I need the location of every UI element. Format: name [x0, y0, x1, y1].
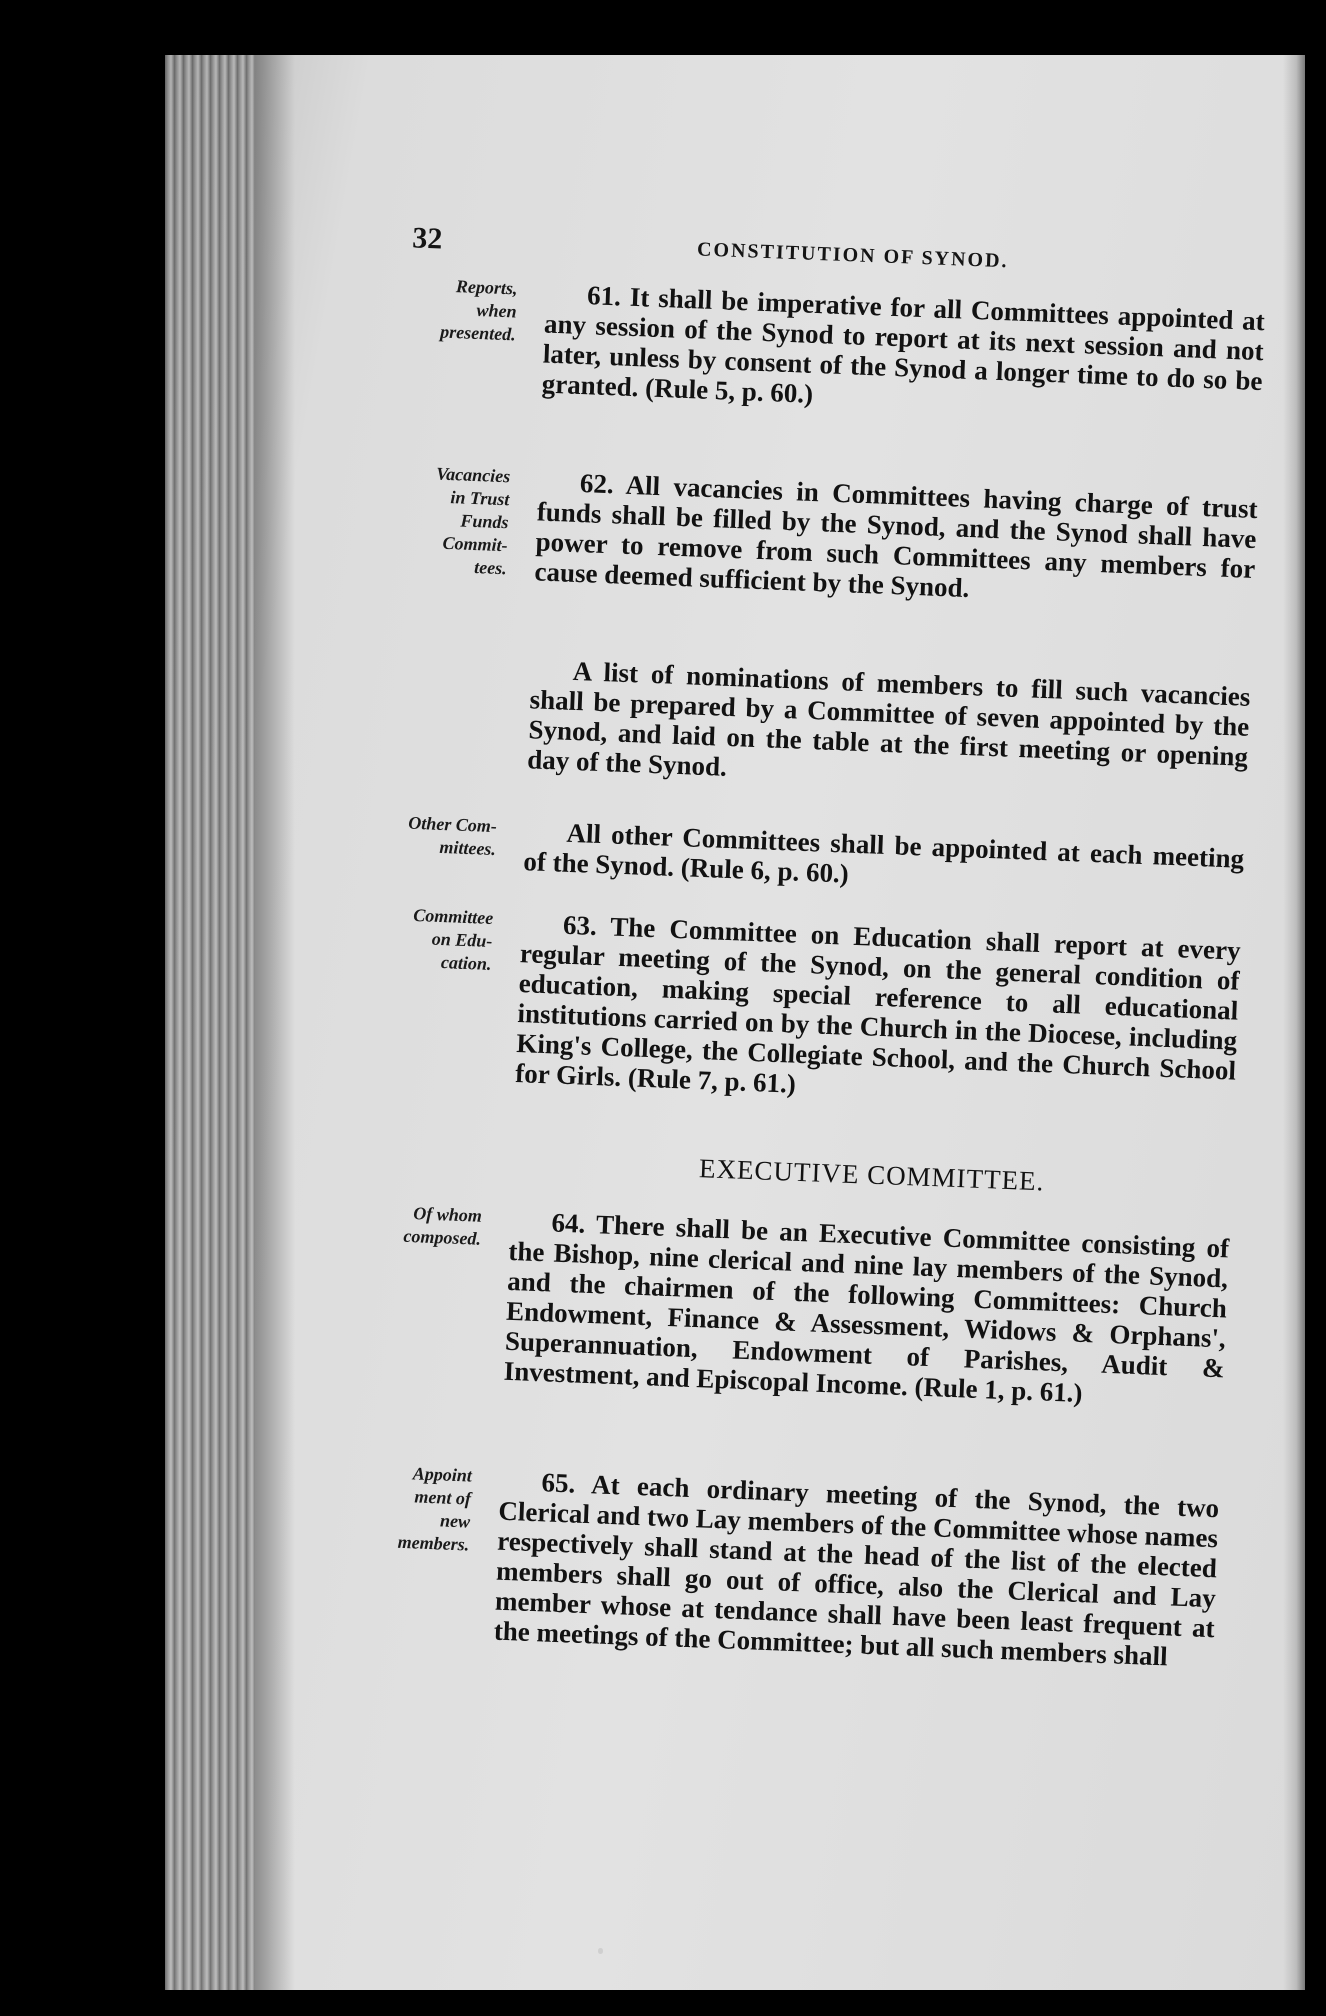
- margin-note-composed: Of whom composed.: [403, 1203, 483, 1249]
- paragraph-62: 62. All vacancies in Committees having charge of trust funds shall be filled by the Synod, and the Synod shall have power to remove from such Committees any members for cause deemed sufficient by the Synod.: [534, 468, 1259, 604]
- margin-note-reports: Reports, when presented.: [439, 276, 518, 345]
- paragraph-63: 63. The Committee on Education shall report at every regular meeting of the Synod, on the general condition of education, making special reference to all educational institutions carried on by the Church in the Diocese, including King's College, the Collegiate School, and the Church School for Girls. (Rule 7, p. 61.): [514, 909, 1242, 1099]
- paragraph-nominations: A list of nominations of members to fill such vacancies shall be prepared by a Committee of seven appointed by the Synod, and laid on the table at the first meeting or opening day of the Synod.: [526, 655, 1251, 782]
- page-number: 32: [411, 221, 443, 256]
- margin-note-other-committees: Other Com- mittees.: [407, 812, 498, 860]
- running-head: CONSTITUTION OF SYNOD.: [696, 238, 1009, 273]
- book-page: [165, 55, 1305, 1990]
- section-heading-executive: EXECUTIVE COMMITTEE.: [698, 1153, 1045, 1197]
- paragraph-other-committees: All other Committees shall be appointed at each meeting of the Synod. (Rule 6, p. 60.): [522, 817, 1245, 889]
- page-text-block: [165, 55, 1305, 1990]
- margin-note-vacancies: Vacancies in Trust Funds Commit- tees.: [435, 463, 511, 579]
- margin-note-education: Committee on Edu- cation.: [412, 904, 494, 974]
- paragraph-65: 65. At each ordinary meeting of the Synod, the two Clerical and two Lay members of the Committee whose names respectively shall stand at the head of the list of the elected members shall go out of office, also the Clerical and Lay member whose at tendance shall have been least frequent at the meetings of the Committee; but all such members shall: [493, 1467, 1220, 1672]
- film-speck: [598, 1948, 603, 1954]
- paragraph-64: 64. There shall be an Executive Committee consisting of the Bishop, nine clerical and nine lay members of the Synod, and the chairmen of the following Committees: Church Endowment, Finance & Assessment, Widows & Orphans', Superannuation, Endowment of Parishes, Audit & Investment, and Episcopal Income. (Rule 1, p. 61.): [503, 1207, 1230, 1408]
- paragraph-61: 61. It shall be imperative for all Committees appointed at any session of the Synod to report at its next session and not later, unless by consent of the Synod a longer time to do so be granted. (Rule 5, p. 60.): [541, 280, 1266, 409]
- margin-note-appointment: Appoint ment of new members.: [397, 1463, 473, 1555]
